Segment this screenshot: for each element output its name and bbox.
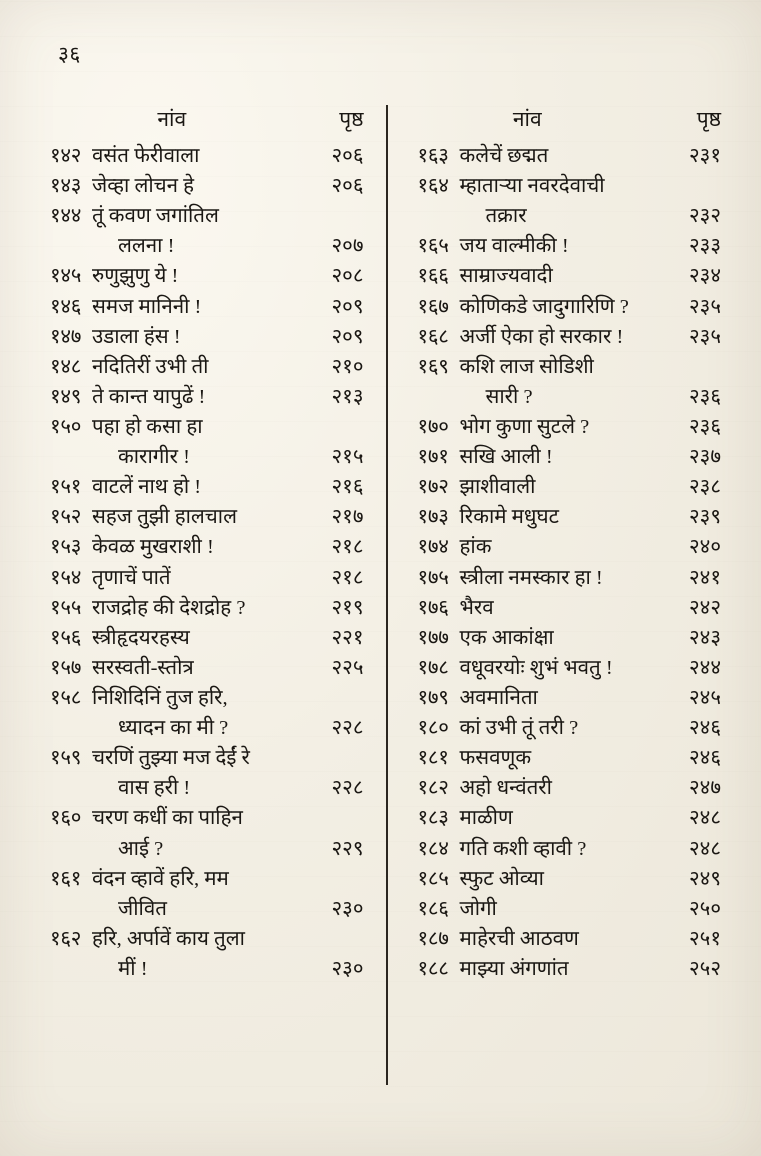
entry-page: २४८ xyxy=(689,837,721,860)
entry-title: कारागीर ! xyxy=(118,446,190,469)
entry-title: फसवणूक xyxy=(459,747,532,770)
entry-number: १७८ xyxy=(417,656,449,679)
entry-title: निशिदिनिं तुज हरि, xyxy=(92,686,228,709)
entry-number: १८३ xyxy=(417,807,449,830)
index-entry[interactable] xyxy=(50,594,364,623)
index-entry[interactable] xyxy=(50,262,364,291)
entry-page: २३८ xyxy=(689,476,721,499)
entry-title: स्फुट ओव्या xyxy=(459,867,544,890)
entry-title: ध्यादन का मी ? xyxy=(118,717,229,740)
entry-page: २३१ xyxy=(689,145,721,167)
entry-page: २३४ xyxy=(689,265,721,288)
entry-page: २२५ xyxy=(331,656,364,679)
entry-title: वास हरी ! xyxy=(118,777,191,800)
index-entry[interactable] xyxy=(50,744,364,773)
entry-number: १६६ xyxy=(417,265,449,288)
entry-title: अवमानिता xyxy=(459,686,538,709)
entry-title: स्त्रीला नमस्कार हा ! xyxy=(459,566,603,589)
entry-title: रिकामे मधुघट xyxy=(459,506,559,529)
entry-title: माळीण xyxy=(459,807,513,830)
entry-title: अर्जी ऐका हो सरकार ! xyxy=(459,325,624,348)
entry-number: १६३ xyxy=(417,145,449,167)
entry-page: २०६ xyxy=(331,175,364,198)
index-entry[interactable] xyxy=(418,503,722,532)
entry-number: १६४ xyxy=(417,175,449,198)
entry-number: १४६ xyxy=(50,295,82,318)
entry-page: २४६ xyxy=(689,747,721,770)
index-entry[interactable] xyxy=(418,955,722,984)
index-entry[interactable] xyxy=(50,774,364,803)
entry-title: वंदन व्हावें हरि, मम xyxy=(92,867,229,890)
index-entry[interactable] xyxy=(418,202,722,231)
entry-page: २३० xyxy=(331,897,364,920)
entry-page: २१० xyxy=(331,355,364,378)
entry-title: मीं ! xyxy=(118,957,148,980)
entry-title: कोणिकडे जादुगारिणि ? xyxy=(459,295,629,318)
entry-number: १८४ xyxy=(417,837,449,860)
entry-title: रुणुझुणु ये ! xyxy=(92,265,179,288)
index-entry[interactable] xyxy=(418,714,722,743)
entry-title: सखि आली ! xyxy=(459,446,553,469)
entry-number: १६७ xyxy=(417,295,449,318)
entry-number: १७१ xyxy=(417,446,449,469)
column-header-left xyxy=(50,105,364,133)
entry-title: जीवित xyxy=(118,897,167,920)
index-entry[interactable] xyxy=(418,413,722,442)
index-entry[interactable] xyxy=(50,413,364,442)
entry-title: सारी ? xyxy=(485,385,533,408)
entry-page: २३६ xyxy=(689,385,721,408)
index-entry[interactable] xyxy=(418,925,722,954)
index-columns xyxy=(50,105,721,1085)
entry-number: १५४ xyxy=(50,566,82,589)
entry-title: कशि लाज सोडिशी xyxy=(459,355,594,378)
entry-page: २४५ xyxy=(689,686,721,709)
index-entry[interactable] xyxy=(50,835,364,864)
entry-page: २४४ xyxy=(689,656,721,679)
entry-number: १५२ xyxy=(50,506,82,529)
entry-page: २२९ xyxy=(331,837,364,860)
entry-page: २३९ xyxy=(689,506,721,529)
entry-page: २०९ xyxy=(331,325,364,348)
entry-title: जोगी xyxy=(459,897,497,920)
entry-page: २३३ xyxy=(689,235,721,258)
entry-number: १६५ xyxy=(417,235,449,258)
index-entry[interactable] xyxy=(418,323,722,352)
entry-number: १६० xyxy=(50,807,82,830)
entry-number: १८५ xyxy=(417,867,449,890)
entry-page: २४२ xyxy=(689,596,721,619)
index-entry[interactable] xyxy=(418,835,722,864)
entry-number: १४८ xyxy=(50,355,82,378)
entry-title: तृणाचें पातें xyxy=(92,566,171,589)
entry-page: २२८ xyxy=(331,717,364,740)
index-entry[interactable] xyxy=(418,473,722,502)
index-entry[interactable] xyxy=(418,383,722,412)
entry-page: २२८ xyxy=(331,777,364,800)
entry-title: माहेरची आठवण xyxy=(459,927,579,950)
index-entry[interactable] xyxy=(50,955,364,984)
index-entry[interactable] xyxy=(50,925,364,954)
header-name-right: नांव xyxy=(512,107,542,131)
entry-number: १५० xyxy=(50,415,82,438)
page-folio: ३६ xyxy=(58,42,81,66)
header-page-right: पृष्ठ xyxy=(696,107,721,131)
index-entry[interactable] xyxy=(418,774,722,803)
index-entry[interactable] xyxy=(418,654,722,683)
entry-title: पहा हो कसा हा xyxy=(92,415,203,438)
entry-title: भैरव xyxy=(459,596,494,619)
index-entry[interactable] xyxy=(50,473,364,502)
entry-title: आई ? xyxy=(118,837,164,860)
index-column-left xyxy=(50,105,386,1085)
entry-number: १६९ xyxy=(417,355,449,378)
entry-title: कलेचें छद्मत xyxy=(459,145,549,167)
entry-page: २१९ xyxy=(331,596,364,619)
entry-title: जय वाल्मीकी ! xyxy=(459,235,569,258)
index-entry[interactable] xyxy=(50,383,364,412)
header-page-left: पृष्ठ xyxy=(339,107,364,131)
index-entry[interactable] xyxy=(50,624,364,653)
entry-number: १४७ xyxy=(50,325,82,348)
entry-number: १७५ xyxy=(417,566,449,589)
index-entry[interactable] xyxy=(418,232,722,261)
entry-title: उडाला हंस ! xyxy=(92,325,181,348)
entry-page: २१६ xyxy=(331,476,364,499)
entry-number: १८७ xyxy=(417,927,449,950)
entry-title: स्त्रीहृदयरहस्य xyxy=(92,626,190,649)
index-entry[interactable] xyxy=(50,503,364,532)
index-entry[interactable] xyxy=(50,564,364,593)
entry-number: १५३ xyxy=(50,536,82,559)
entry-title: ते कान्त यापुढें ! xyxy=(92,385,206,408)
entry-number: १५९ xyxy=(50,747,82,770)
entry-page: २०६ xyxy=(331,145,364,167)
entry-title: वधूवरयोः शुभं भवतु ! xyxy=(459,656,613,679)
entry-number: १४२ xyxy=(50,145,82,167)
index-entry[interactable] xyxy=(418,895,722,924)
entry-page: २०८ xyxy=(331,265,364,288)
entry-title: माझ्या अंगणांत xyxy=(459,957,569,980)
entry-number: १६२ xyxy=(50,927,82,950)
entry-title: तूं कवण जगांतिल xyxy=(92,205,219,228)
index-list-left xyxy=(50,142,364,984)
entry-title: चरण कधीं का पाहिन xyxy=(92,807,243,830)
entry-title: एक आकांक्षा xyxy=(459,626,554,649)
entry-page: २४३ xyxy=(689,626,721,649)
index-entry[interactable] xyxy=(418,594,722,623)
index-entry[interactable] xyxy=(50,865,364,894)
index-entry[interactable] xyxy=(50,293,364,322)
entry-title: तक्रार xyxy=(485,205,527,228)
index-entry[interactable] xyxy=(418,443,722,472)
entry-page: २०७ xyxy=(331,235,364,258)
index-list-right xyxy=(418,142,722,984)
entry-title: गति कशी व्हावी ? xyxy=(459,837,587,860)
entry-title: वसंत फेरीवाला xyxy=(92,145,200,167)
entry-title: समज मानिनी ! xyxy=(92,295,202,318)
index-entry[interactable] xyxy=(50,142,364,171)
entry-number: १७० xyxy=(417,415,449,438)
entry-number: १५६ xyxy=(50,626,82,649)
index-entry[interactable] xyxy=(50,443,364,472)
entry-number: १७४ xyxy=(417,536,449,559)
entry-number: १७२ xyxy=(417,476,449,499)
entry-number: १७३ xyxy=(417,506,449,529)
index-entry[interactable] xyxy=(418,172,722,201)
entry-page: २४८ xyxy=(689,807,721,830)
entry-number: १५८ xyxy=(50,686,82,709)
entry-page: २३५ xyxy=(689,325,721,348)
entry-title: म्हातार्‍या नवरदेवाची xyxy=(459,175,605,198)
entry-page: २१५ xyxy=(331,446,364,469)
entry-page: २१८ xyxy=(331,566,364,589)
index-entry[interactable] xyxy=(50,533,364,562)
entry-title: भोग कुणा सुटले ? xyxy=(459,415,590,438)
entry-page: २१७ xyxy=(331,506,364,529)
entry-page: २५१ xyxy=(689,927,721,950)
entry-number: १४३ xyxy=(50,175,82,198)
header-name-left: नांव xyxy=(157,107,187,131)
index-entry[interactable] xyxy=(418,804,722,833)
entry-number: १७७ xyxy=(417,626,449,649)
entry-number: १८६ xyxy=(417,897,449,920)
entry-number: १४४ xyxy=(50,205,82,228)
entry-page: २४९ xyxy=(689,867,721,890)
entry-page: २५० xyxy=(689,897,721,920)
entry-title: केवळ मुखराशी ! xyxy=(92,536,214,559)
entry-title: हांक xyxy=(459,536,492,559)
entry-page: २४६ xyxy=(689,717,721,740)
index-entry[interactable] xyxy=(50,323,364,352)
index-entry[interactable] xyxy=(50,895,364,924)
entry-page: २०९ xyxy=(331,295,364,318)
entry-title: साम्राज्यवादी xyxy=(459,265,553,288)
entry-number: १६८ xyxy=(417,325,449,348)
entry-title: हरि, अर्पावें काय तुला xyxy=(92,927,245,950)
column-header-right xyxy=(418,105,722,133)
index-entry[interactable] xyxy=(50,353,364,382)
index-entry[interactable] xyxy=(50,172,364,201)
entry-page: २३० xyxy=(331,957,364,980)
index-entry[interactable] xyxy=(418,624,722,653)
entry-page: २१३ xyxy=(331,385,364,408)
index-entry[interactable] xyxy=(418,262,722,291)
entry-title: अहो धन्वंतरी xyxy=(459,777,552,800)
entry-number: १८० xyxy=(417,717,449,740)
index-entry[interactable] xyxy=(418,865,722,894)
entry-title: कां उभी तूं तरी ? xyxy=(459,717,579,740)
entry-page: २३५ xyxy=(689,295,721,318)
entry-title: झाशीवाली xyxy=(459,476,536,499)
entry-page: २२१ xyxy=(331,626,364,649)
entry-page: २३७ xyxy=(689,446,721,469)
entry-number: १५५ xyxy=(50,596,82,619)
index-entry[interactable] xyxy=(50,684,364,713)
index-entry[interactable] xyxy=(418,533,722,562)
index-entry[interactable] xyxy=(50,714,364,743)
entry-page: २४० xyxy=(689,536,721,559)
entry-number: १७९ xyxy=(417,686,449,709)
index-entry[interactable] xyxy=(418,142,722,171)
index-entry[interactable] xyxy=(418,744,722,773)
entry-page: २१८ xyxy=(331,536,364,559)
entry-title: चरणिं तुझ्या मज देईं रे xyxy=(92,747,250,770)
entry-title: नदितिरीं उभी ती xyxy=(92,355,209,378)
entry-title: सरस्वती-स्तोत्र xyxy=(92,656,194,679)
entry-number: १७६ xyxy=(417,596,449,619)
entry-page: २४७ xyxy=(689,777,721,800)
entry-number: १४५ xyxy=(50,265,82,288)
index-entry[interactable] xyxy=(418,353,722,382)
entry-title: वाटलें नाथ हो ! xyxy=(92,476,202,499)
entry-number: १८८ xyxy=(417,957,449,980)
entry-number: १५१ xyxy=(50,476,82,499)
entry-number: १८१ xyxy=(417,747,449,770)
index-entry[interactable] xyxy=(418,564,722,593)
index-entry[interactable] xyxy=(418,293,722,322)
entry-page: २३६ xyxy=(689,415,721,438)
entry-page: २३२ xyxy=(689,205,721,228)
entry-number: १८२ xyxy=(417,777,449,800)
entry-number: १४९ xyxy=(50,385,82,408)
index-column-right xyxy=(386,105,722,1085)
index-entry[interactable] xyxy=(50,654,364,683)
entry-page: २४१ xyxy=(689,566,721,589)
entry-title: राजद्रोह की देशद्रोह ? xyxy=(92,596,246,619)
entry-title: जेव्हा लोचन हे xyxy=(92,175,195,198)
entry-number: १६१ xyxy=(50,867,82,890)
entry-page: २५२ xyxy=(689,957,721,980)
index-entry[interactable] xyxy=(50,202,364,231)
index-entry[interactable] xyxy=(50,804,364,833)
entry-number: १५७ xyxy=(50,656,82,679)
entry-title: ललना ! xyxy=(118,235,175,258)
entry-title: सहज तुझी हालचाल xyxy=(92,506,238,529)
index-entry[interactable] xyxy=(50,232,364,261)
index-entry[interactable] xyxy=(418,684,722,713)
